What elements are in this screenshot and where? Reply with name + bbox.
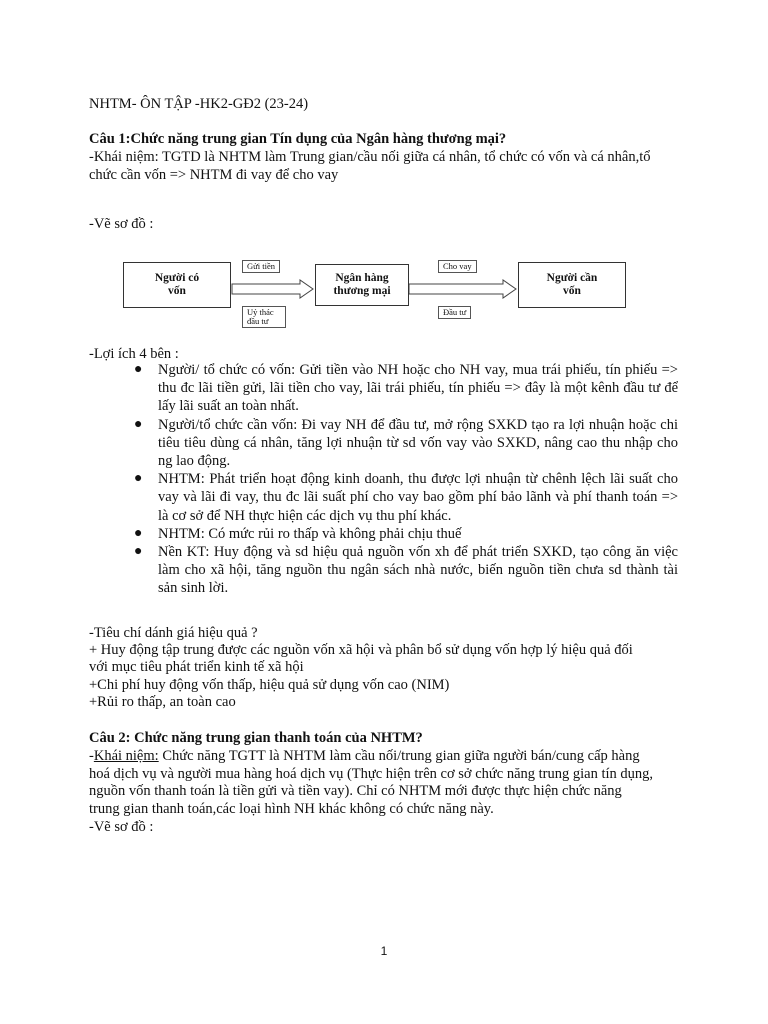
box-borrower bbox=[518, 262, 626, 308]
q2-definition-line-3: nguồn vốn thanh toán là tiền gửi và tiền vay). Chỉ có NHTM mới được thực hiện chức năng bbox=[89, 783, 622, 799]
list-item bbox=[134, 361, 678, 416]
benefits-list bbox=[134, 361, 678, 598]
credit-intermediation-diagram bbox=[120, 252, 660, 332]
list-item bbox=[134, 525, 678, 543]
tag-invest: Đầu tư bbox=[438, 306, 471, 319]
box-borrower-label: Người cần vốn bbox=[546, 272, 598, 297]
criteria-2: +Chi phí huy động vốn thấp, hiệu quả sử dụng vốn cao (NIM) bbox=[89, 677, 450, 693]
q2-title: Câu 2: Chức năng trung gian thanh toán của NHTM? bbox=[89, 730, 423, 746]
benefit-text: Người/tổ chức cần vốn: Đi vay NH để đầu tư, mở rộng SXKD tạo ra lợi nhuận hoặc chi tiêu tiêu dùng cá nhân, tăng lợi nhuận từ sd vốn vay vào SXKD, nâng cao thu nhập cho ng lao động. bbox=[158, 416, 678, 470]
q2-diagram-label: -Vẽ sơ đồ : bbox=[89, 819, 154, 835]
q1-definition-line-2: chức cần vốn => NHTM đi vay để cho vay bbox=[89, 167, 339, 183]
bullet-icon: ● bbox=[134, 544, 143, 560]
q2-definition-line-2: hoá dịch vụ và người mua hàng hoá dịch vụ (Thực hiện trên cơ sở chức năng trung gian tín dụng, bbox=[89, 766, 654, 782]
box-lender-label: Người có vốn bbox=[154, 272, 200, 297]
benefit-text: NHTM: Có mức rủi ro thấp và không phải chịu thuế bbox=[158, 525, 462, 542]
tag-lend: Cho vay bbox=[438, 260, 477, 273]
q1-benefits-label: -Lợi ích 4 bên : bbox=[89, 346, 179, 362]
list-item bbox=[134, 470, 678, 525]
document-header: NHTM- ÔN TẬP -HK2-GĐ2 (23-24) bbox=[89, 96, 309, 112]
criteria-3: +Rủi ro thấp, an toàn cao bbox=[89, 694, 236, 710]
bullet-icon: ● bbox=[134, 525, 143, 541]
bullet-icon: ● bbox=[134, 471, 143, 487]
q2-def-term: Khái niệm: bbox=[93, 748, 159, 764]
box-bank-label: Ngân hàng thương mại bbox=[333, 272, 391, 297]
bullet-icon: ● bbox=[134, 362, 143, 377]
tag-deposit: Gửi tiền bbox=[242, 260, 280, 273]
q1-criteria-label: -Tiêu chí dánh giá hiệu quả ? bbox=[89, 625, 258, 641]
box-commercial-bank bbox=[315, 264, 409, 306]
q1-title: Câu 1:Chức năng trung gian Tín dụng của Ngân hàng thương mại? bbox=[89, 131, 507, 147]
list-item bbox=[134, 543, 678, 598]
q2-definition-line-1 bbox=[89, 747, 640, 765]
page-number: 1 bbox=[380, 944, 388, 958]
q2-def-text: Chức năng TGTT là NHTM làm cầu nối/trung gian giữa người bán/cung cấp hàng bbox=[158, 748, 640, 764]
q2-definition-line-4: trung gian thanh toán,các loại hình NH khác không có chức năng này. bbox=[89, 801, 494, 817]
benefit-text: Người/ tổ chức có vốn: Gửi tiền vào NH hoặc cho NH vay, mua trái phiếu, tín phiếu => thu đc lãi tiền gửi, lãi tiền cho vay, lãi trái phiếu, tín phiếu => đây là một kênh đầu tư để lấy lãi suất an toàn nhất. bbox=[158, 362, 678, 415]
q1-definition-line-1: -Khái niệm: TGTD là NHTM làm Trung gian/cầu nối giữa cá nhân, tổ chức có vốn và cá nhân,tổ bbox=[89, 149, 651, 165]
box-lender bbox=[123, 262, 231, 308]
q2-def-prefix: - bbox=[89, 748, 94, 764]
benefit-text: Nền KT: Huy động và sd hiệu quả nguồn vốn xh để phát triển SXKD, tạo công ăn việc làm cho xã hội, tăng nguồn thu ngân sách nhà nước, biến nguồn tiền chưa sd thành tài sản sinh lời. bbox=[158, 544, 678, 597]
q1-diagram-label: -Vẽ sơ đồ : bbox=[89, 216, 154, 232]
benefit-text: NHTM: Phát triển hoạt động kinh doanh, thu được lợi nhuận từ chênh lệch lãi suất cho vay và lãi đi vay, thu đc lãi suất phí cho vay bao gồm phí bảo lãnh và phí thanh toán => là cơ sở để NH thực hiện các dịch vụ thu phí khác. bbox=[158, 471, 678, 524]
list-item bbox=[134, 416, 678, 471]
criteria-1-line-1: + Huy động tập trung được các nguồn vốn xã hội và phân bổ sử dụng vốn hợp lý hiệu quả đối bbox=[89, 642, 633, 658]
criteria-1-line-2: với mục tiêu phát triển kinh tế xã hội bbox=[89, 659, 304, 675]
tag-entrust-invest: Uỷ thác đầu tư bbox=[242, 306, 286, 328]
bullet-icon: ● bbox=[134, 416, 143, 432]
